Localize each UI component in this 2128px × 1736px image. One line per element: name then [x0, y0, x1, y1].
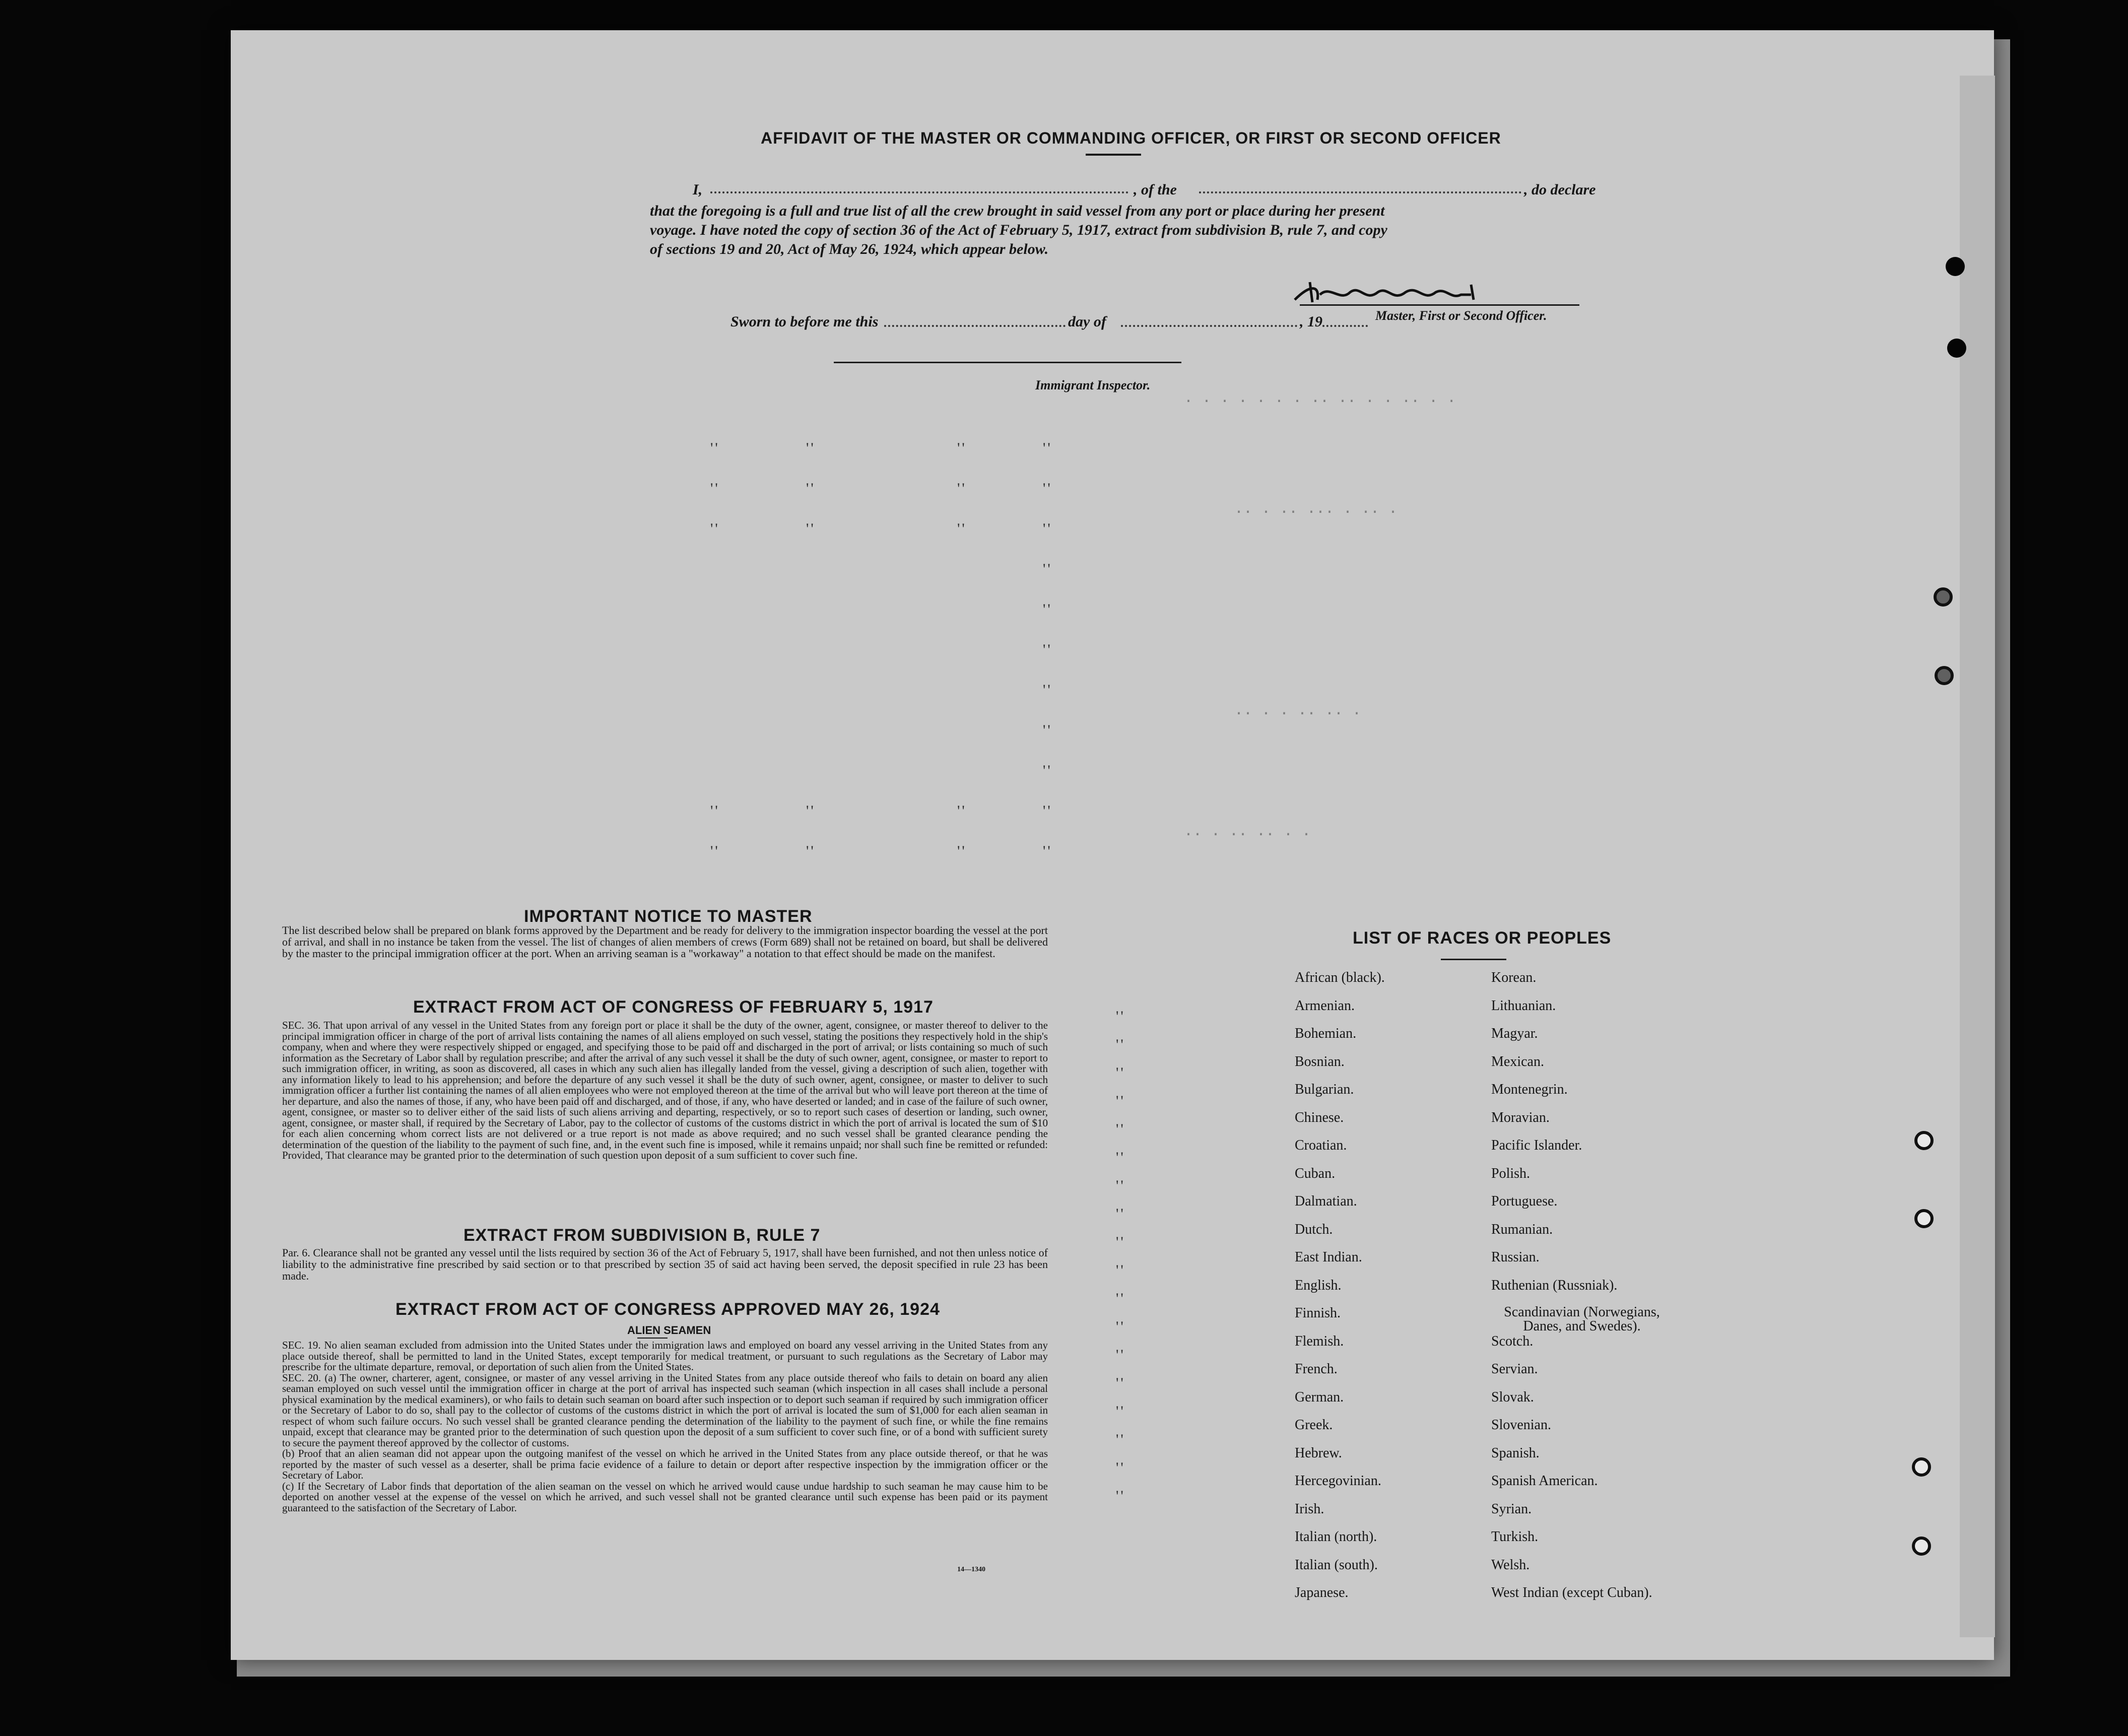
race-item: Bohemian.	[1295, 1026, 1357, 1041]
race-item: Hercegovinian.	[1295, 1473, 1381, 1489]
binder-hole-icon	[1947, 339, 1966, 358]
ditto-column: '' '' '' '' ''	[710, 440, 720, 859]
race-item: Slovak.	[1491, 1389, 1534, 1405]
race-item: Portuguese.	[1491, 1193, 1558, 1209]
extract-1917-title: EXTRACT FROM ACT OF CONGRESS OF FEBRUARY 5, 1917	[413, 997, 934, 1017]
race-item: Syrian.	[1491, 1501, 1532, 1517]
race-item: Welsh.	[1491, 1557, 1530, 1573]
day-of-label: day of	[1068, 313, 1106, 330]
races-title: LIST OF RACES OR PEOPLES	[1353, 928, 1612, 948]
race-item: African (black).	[1295, 970, 1385, 985]
title-underline	[1086, 154, 1141, 156]
master-name-line	[710, 191, 1128, 193]
ditto-column: '' '' '' '' '' '' '' '' '' '' ''	[1043, 440, 1052, 859]
bleed-through-text: ·· · ·· ·· · ·	[1184, 826, 1311, 843]
bleed-through-text: ·· · ·· ··· · ·· ·	[1234, 504, 1398, 521]
race-item: Hebrew.	[1295, 1445, 1342, 1461]
sworn-year-line	[1322, 325, 1368, 327]
race-item: Greek.	[1295, 1417, 1333, 1433]
affidavit-statement-line: that the foregoing is a full and true list of all the crew brought in said vessel from any port or place during her present	[650, 203, 1385, 219]
race-item: Dalmatian.	[1295, 1193, 1357, 1209]
race-item: Lithuanian.	[1491, 997, 1556, 1014]
extract-rule7-title: EXTRACT FROM SUBDIVISION B, RULE 7	[463, 1226, 821, 1245]
section-20b-text: (b) Proof that an alien seaman did not appear upon the outgoing manifest of the vessel on which he arrived in the United States from any place outside thereof, or that he was reported by the master of such vessel as a deserter, shall be prima facie evidence of a failure to detain or deport after respective inspection by the immigration officer or the Secretary of Labor.	[282, 1447, 1048, 1481]
ditto-column: '' '' '' '' ''	[957, 440, 967, 859]
race-item: Bosnian.	[1295, 1053, 1345, 1070]
subtitle-underline	[637, 1338, 668, 1339]
bleed-through-text: · · · · · · · ·· ·· · · ·· · ·	[1184, 393, 1456, 410]
race-item: Servian.	[1491, 1361, 1538, 1377]
affidavit-title: AFFIDAVIT OF THE MASTER OR COMMANDING OFFICER, OR FIRST OR SECOND OFFICER	[761, 129, 1501, 147]
vessel-name-line	[1199, 191, 1521, 193]
race-item: French.	[1295, 1361, 1338, 1377]
race-item: Russian.	[1491, 1249, 1540, 1265]
sworn-month-line	[1121, 325, 1297, 327]
race-item: Polish.	[1491, 1165, 1531, 1181]
race-item: Slovenian.	[1491, 1417, 1551, 1433]
section-20c-text: (c) If the Secretary of Labor finds that deportation of the alien seaman on the vessel on which he arrived would cause undue hardship to such seaman he may cause him to be deported on another vessel at the expense of the vessel on which he arrived, and such vessel shall not be granted clearance until such expense has been paid or its payment guaranteed to the satisfaction of the Secretary of Labor.	[282, 1480, 1048, 1514]
race-item: Japanese.	[1295, 1585, 1349, 1600]
binder-hole-icon	[1934, 587, 1953, 607]
race-item: Spanish.	[1491, 1445, 1540, 1461]
signature-line	[1300, 304, 1579, 306]
ditto-column: '' '' '' '' '' '' '' '' '' '' '' '' '' '' '' '' '' ''	[1116, 1008, 1125, 1504]
race-item: Chinese.	[1295, 1109, 1344, 1125]
race-item: Croatian.	[1295, 1138, 1347, 1153]
race-item: Scandinavian (Norwegians, Danes, and Swedes).	[1504, 1304, 1660, 1334]
notice-text: The list described below shall be prepared on blank forms approved by the Department and be ready for delivery to the immigration inspector boarding the vessel at the port of arrival, and shall in no instance be taken from the vessel. The list of changes of alien members of crews (Form 689) shall not be retained on board, but shall be delivered by the master to the principal immigration officer at the port. When an arriving seaman is a "workaway" a notation to that effect should be made on the manifest.	[282, 924, 1048, 960]
extract-1924-body	[282, 1340, 1048, 1513]
race-item: English.	[1295, 1277, 1342, 1293]
race-item: German.	[1295, 1389, 1344, 1405]
sworn-date-line	[884, 325, 1066, 327]
bleed-through-text: ·· · · ·· ·· ·	[1234, 705, 1362, 722]
race-item: Scotch.	[1491, 1333, 1534, 1349]
race-item: Montenegrin.	[1491, 1082, 1568, 1097]
race-item: Magyar.	[1491, 1026, 1538, 1041]
extract-1917-text: SEC. 36. That upon arrival of any vessel in the United States from any foreign port or place it shall be the duty of the owner, agent, consignee, or master thereof to deliver to the principal immigration officer in charge of the port of arrival lists containing the names of all aliens employed on such vessel, stating the positions they respectively hold in the ship's company, when and where they were respectively shipped or engaged, and specifying those to be paid off and discharged in the port of arrival; or lists containing so much of such information as the Secretary of Labor shall by regulation prescribe; and after the arrival of any such vessel it shall be the duty of such owner, agent, consignee, or master to report to such immigration officer, in writing, as soon as discovered, all cases in which any such alien has illegally landed from the vessel, giving a description of such alien, together with any information likely to lead to his apprehension; and before the departure of any such vessel it shall be the duty of such owner, agent, consignee, or master to deliver to such immigration officer a further list containing the names of all alien employees who were not employed thereon at the time of the arrival but who will leave port thereon at the time of her departure, and also the names of those, if any, who have been paid off and discharged, and of those, if any, who have deserted or landed; and in case of the failure of such owner, agent, consignee, or master so to deliver either of the said lists of such aliens arriving and departing, respectively, or so to report such cases of desertion or landing, such owner, agent, consignee, or master shall, if required by the Secretary of Labor, pay to the collector of customs of the customs district in which the port of arrival is located the sum of $10 for each alien concerning whom correct lists are not delivered or a true report is not made as above required; and no such vessel shall be granted clearance pending the determination of the question of the liability to the payment of such fine, and, in the event such fine is imposed, while it remains unpaid; nor shall such fine be remitted or refunded: Provided, That clearance may be granted prior to the determination of such question upon deposit of a sum sufficient to cover such fine.	[282, 1019, 1048, 1161]
binder-hole-icon	[1914, 1209, 1934, 1228]
page-edge-strip	[1960, 76, 1995, 1637]
affidavit-of-the-label: , of the	[1134, 181, 1177, 198]
signer-caption: Master, First or Second Officer.	[1375, 308, 1547, 323]
race-item: Moravian.	[1491, 1109, 1550, 1125]
year-label: , 19	[1300, 313, 1322, 330]
affidavit-statement	[650, 202, 1617, 259]
race-item: Italian (south).	[1295, 1557, 1378, 1573]
race-item: Ruthenian (Russniak).	[1491, 1277, 1618, 1293]
sworn-label: Sworn to before me this	[730, 313, 879, 330]
form-number: 14—1340	[957, 1566, 985, 1573]
affidavit-declare-label: , do declare	[1524, 181, 1596, 198]
extract-rule7-text: Par. 6. Clearance shall not be granted any vessel until the lists required by section 36 of the Act of February 5, 1917, shall have been furnished, and not then unless notice of liability to the administrative fine prescribed by said section or to that prescribed by section 35 of said act having been served, the deposit specified in rule 23 has been made.	[282, 1246, 1048, 1282]
section-20-text: SEC. 20. (a) The owner, charterer, agent, consignee, or master of any vessel arriving in the United States from any place outside thereof who fails to detain on board any alien seaman employed on such vessel until the immigration officer in charge at the port of arrival has inspected such seaman (which inspection in all cases shall include a personal physical examination by the medical examiners), or who fails to detain such seaman on board after such inspection or to deport such seaman if required by such immigration officer or the Secretary of Labor to do so, shall pay to the collector of customs of the customs district in which the port of arrival is located the sum of $1,000 for each alien seaman in respect of whom such failure occurs. No such vessel shall be granted clearance pending the determination of the liability to the payment of such fine, or while the fine remains unpaid, except that clearance may be granted prior to the determination of such question upon the deposit of a sum sufficient to cover such fine, or of a bond with sufficient surety to secure the payment thereof approved by the collector of customs.	[282, 1371, 1048, 1449]
binder-hole-icon	[1912, 1537, 1931, 1556]
section-19-text: SEC. 19. No alien seaman excluded from admission into the United States under the immigration laws and employed on board any vessel arriving in the United States from any place outside thereof, shall be permitted to land in the United States, except temporarily for medical treatment, or pursuant to such regulations as the Secretary of Labor may prescribe for the ultimate departure, removal, or deportation of such alien from the United States.	[282, 1339, 1048, 1373]
notice-title: IMPORTANT NOTICE TO MASTER	[524, 907, 813, 926]
race-item: Flemish.	[1295, 1333, 1344, 1349]
race-item: Korean.	[1491, 970, 1537, 985]
race-item: Italian (north).	[1295, 1529, 1377, 1545]
inspector-caption: Immigrant Inspector.	[1035, 378, 1151, 392]
affidavit-i-label: I,	[693, 181, 703, 198]
inspector-signature-line	[834, 362, 1181, 363]
race-item: Turkish.	[1491, 1529, 1539, 1545]
race-item: Armenian.	[1295, 997, 1355, 1014]
race-item: Dutch.	[1295, 1221, 1333, 1237]
binder-hole-icon	[1935, 666, 1954, 685]
binder-hole-icon	[1914, 1131, 1934, 1150]
affidavit-statement-line: voyage. I have noted the copy of section 36 of the Act of February 5, 1917, extract from subdivision B, rule 7, and copy	[650, 222, 1387, 238]
race-item: Spanish American.	[1491, 1473, 1598, 1489]
race-item: Bulgarian.	[1295, 1082, 1354, 1097]
ditto-column: '' '' '' '' ''	[806, 440, 816, 859]
extract-1924-title: EXTRACT FROM ACT OF CONGRESS APPROVED MAY 26, 1924	[395, 1300, 940, 1319]
binder-hole-icon	[1946, 257, 1965, 276]
race-item: Pacific Islander.	[1491, 1138, 1582, 1153]
race-item: Mexican.	[1491, 1053, 1544, 1070]
race-item: West Indian (except Cuban).	[1491, 1585, 1652, 1600]
extract-1924-subtitle: ALIEN SEAMEN	[627, 1324, 711, 1337]
race-item: Irish.	[1295, 1501, 1324, 1517]
binder-hole-icon	[1912, 1457, 1931, 1477]
race-item: Rumanian.	[1491, 1221, 1553, 1237]
race-item: Cuban.	[1295, 1165, 1336, 1181]
race-item: Finnish.	[1295, 1305, 1341, 1321]
races-title-underline	[1441, 959, 1506, 960]
race-item: East Indian.	[1295, 1249, 1362, 1265]
affidavit-statement-line: of sections 19 and 20, Act of May 26, 1924, which appear below.	[650, 241, 1049, 257]
